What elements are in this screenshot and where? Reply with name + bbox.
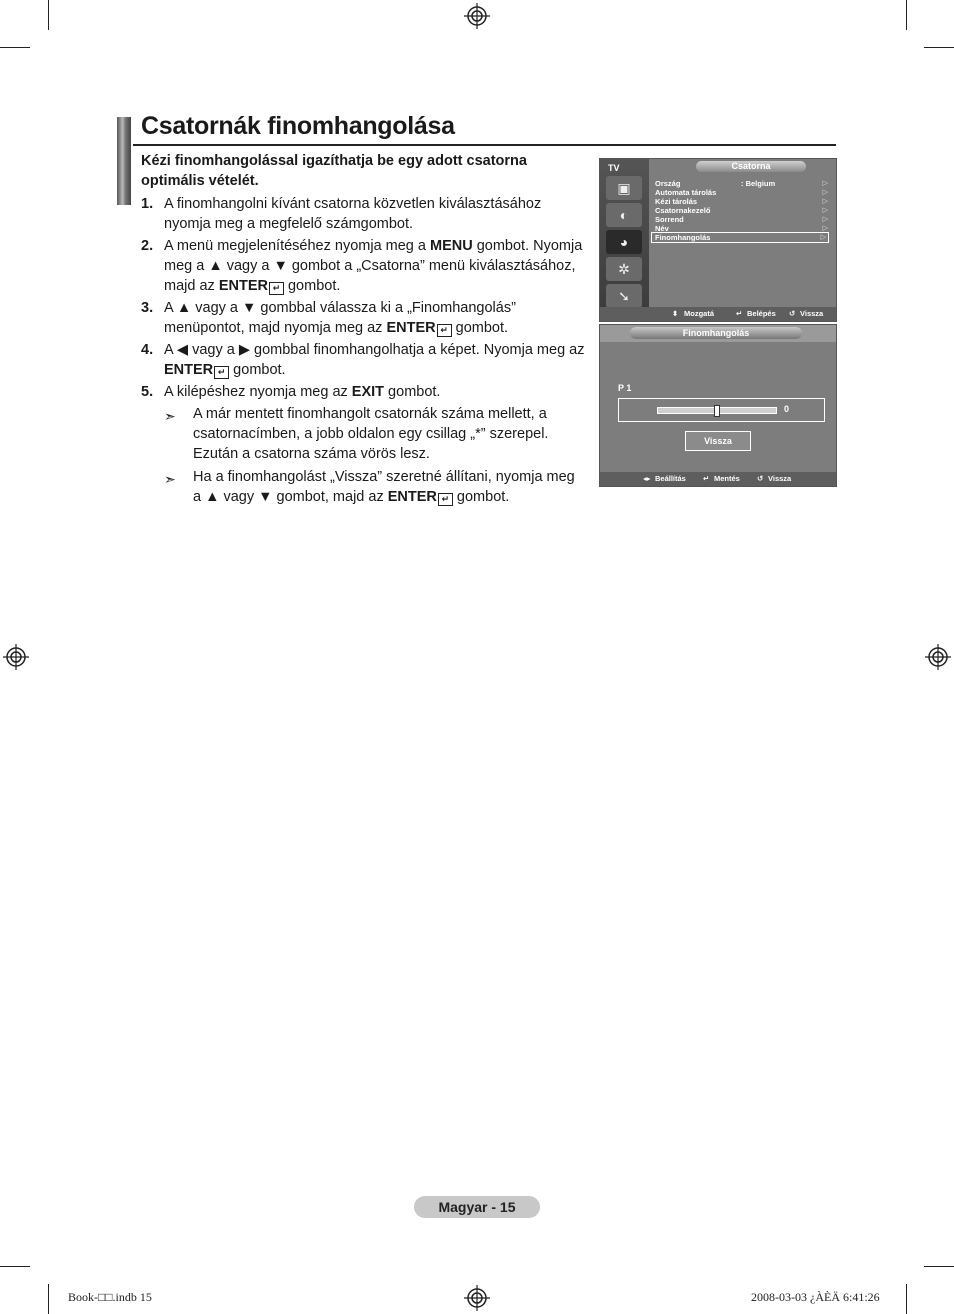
step-number: 2. [141, 238, 154, 254]
menu-item-label: Csatornakezelő [655, 206, 711, 215]
footer-back-label: Vissza [800, 309, 824, 318]
key-enter: ENTER [218, 278, 268, 294]
move-icon: ⬍ [672, 309, 679, 318]
enter-icon: ↵ [703, 474, 710, 483]
crop-mark [924, 47, 954, 48]
fine-tune-screen [599, 324, 837, 487]
fine-tune-box [618, 398, 825, 422]
return-icon: ↺ [757, 474, 764, 483]
fine-tune-header: Finomhangolás [630, 327, 802, 339]
return-icon: ↺ [789, 309, 796, 318]
arrow-right-icon: ▷ [822, 216, 828, 223]
key-exit: EXIT [351, 384, 385, 400]
tv-label: TV [608, 163, 620, 173]
registration-mark-icon [925, 644, 951, 670]
enter-icon: ↵ [214, 366, 229, 379]
arrow-right-icon: ▷ [820, 234, 826, 241]
note-text: Ha a finomhangolást „Vissza” szeretné állítani, nyomja meg a ▲ vagy ▼ gombot, majd az [193, 469, 575, 505]
arrow-right-icon: ▷ [822, 180, 828, 187]
footer-move-label: Mozgatá [684, 309, 714, 318]
menu-item-label: Ország [655, 179, 681, 188]
menu-item-value: : Belgium [741, 179, 776, 188]
note-text: A már mentett finomhangolt csatornák száma mellett, a csatornacímben, a jobb oldalon egy csillag „*” szerepel. Ezután a csatorna száma vörös lesz. [193, 406, 549, 462]
step-text: A finomhangolni kívánt csatorna közvetlen kiválasztásához nyomja meg a megfelelő számgombot. [164, 196, 542, 232]
arrow-right-icon: ▷ [822, 198, 828, 205]
menu-sidebar [600, 159, 649, 321]
left-right-icon: ◂▸ [643, 474, 651, 483]
step-text: gombot. [451, 320, 509, 336]
menu-item-sort[interactable] [655, 215, 830, 224]
input-icon[interactable]: ➘ [606, 284, 642, 308]
menu-item-label: Automata tárolás [655, 188, 717, 197]
print-footer-file: Book-□□.indb 15 [68, 1290, 152, 1304]
enter-icon: ↵ [736, 309, 743, 318]
fine-tune-slider[interactable] [657, 407, 777, 414]
step-1 [141, 194, 586, 234]
arrow-right-icon: ▷ [822, 207, 828, 214]
setup-gear-icon[interactable]: ✲ [606, 257, 642, 281]
step-2 [141, 236, 586, 296]
page-title: Csatornák finomhangolása [141, 112, 455, 140]
menu-item-channel-manager[interactable] [655, 206, 830, 215]
step-text: A ▲ vagy a ▼ gombbal válassza ki a „Finomhangolás” menüpontot, majd nyomja meg az [164, 300, 516, 336]
enter-icon: ↵ [269, 282, 284, 295]
menu-header: Csatorna [696, 161, 806, 172]
menu-item-name[interactable] [655, 224, 830, 233]
step-3 [141, 298, 586, 338]
crop-mark [0, 1266, 30, 1267]
step-text: A menü megjelenítéséhez nyomja meg a [164, 238, 430, 254]
enter-icon: ↵ [438, 493, 453, 506]
key-enter: ENTER [386, 320, 436, 336]
note-text: gombot. [452, 489, 510, 505]
note-2 [141, 467, 586, 507]
crop-mark [48, 1284, 49, 1314]
footer-adjust-label: Beállítás [655, 474, 686, 483]
print-footer-date: 2008-03-03 ¿ÀÈÄ 6:41:26 [751, 1290, 880, 1304]
intro-text: Kézi finomhangolással igazíthatja be egy adott csatorna optimális vételét. [141, 153, 527, 189]
menu-item-country[interactable] [655, 179, 830, 188]
key-enter: ENTER [164, 362, 214, 378]
tv-menu-screen [599, 158, 837, 322]
menu-item-auto-store[interactable] [655, 188, 830, 197]
reset-button[interactable]: Vissza [685, 431, 751, 451]
crop-mark [48, 0, 49, 30]
crop-mark [906, 1284, 907, 1314]
menu-item-label: Sorrend [655, 215, 684, 224]
menu-footer [600, 307, 836, 321]
slider-handle[interactable] [714, 405, 720, 417]
crop-mark [906, 0, 907, 30]
picture-icon[interactable]: ▣ [606, 176, 642, 200]
footer-enter-label: Belépés [747, 309, 776, 318]
step-text: gombot. [384, 384, 441, 400]
arrow-right-icon: ▷ [822, 189, 828, 196]
step-text: A ◀ vagy a ▶ gombbal finomhangolhatja a képet. Nyomja meg az [164, 342, 585, 358]
footer-back-label: Vissza [768, 474, 792, 483]
title-underline [133, 144, 836, 146]
step-text: gombot. [229, 362, 286, 378]
arrow-right-icon: ▷ [822, 225, 828, 232]
note-1 [141, 404, 586, 464]
channel-satellite-icon[interactable]: ◕ [606, 230, 642, 254]
step-number: 4. [141, 342, 154, 358]
step-number: 5. [141, 384, 154, 400]
enter-icon: ↵ [437, 324, 452, 337]
key-menu: MENU [429, 238, 473, 254]
key-enter: ENTER [387, 489, 437, 505]
step-text: gombot. Nyomja meg a ▲ vagy a ▼ gombot a „Csatorna” menü kiválasztásához, majd az [164, 238, 583, 294]
menu-item-label: Név [655, 224, 669, 233]
crop-mark [924, 1266, 954, 1267]
menu-item-manual-store[interactable] [655, 197, 830, 206]
sound-icon[interactable]: ◐ [606, 203, 642, 227]
note-arrow-icon: ➣ [164, 471, 176, 487]
step-text: A kilépéshez nyomja meg az [164, 384, 352, 400]
registration-mark-icon [3, 644, 29, 670]
step-number: 1. [141, 196, 154, 212]
menu-item-fine-tune[interactable] [652, 233, 828, 242]
registration-mark-icon [464, 3, 490, 29]
page-number-badge: Magyar - 15 [414, 1196, 540, 1218]
title-accent-bar [117, 117, 131, 205]
registration-mark-icon [464, 1285, 490, 1311]
step-5 [141, 382, 586, 402]
step-4 [141, 340, 586, 380]
channel-menu-list [655, 179, 830, 242]
step-number: 3. [141, 300, 154, 316]
crop-mark [0, 47, 30, 48]
menu-item-label: Finomhangolás [655, 233, 711, 242]
fine-tune-value: 0 [784, 404, 790, 414]
step-text: gombot. [283, 278, 341, 294]
fine-tune-footer [600, 472, 836, 486]
menu-item-label: Kézi tárolás [655, 197, 698, 206]
channel-label: P 1 [618, 383, 632, 393]
steps-list [141, 194, 586, 507]
footer-save-label: Mentés [714, 474, 740, 483]
note-arrow-icon: ➣ [164, 408, 176, 424]
